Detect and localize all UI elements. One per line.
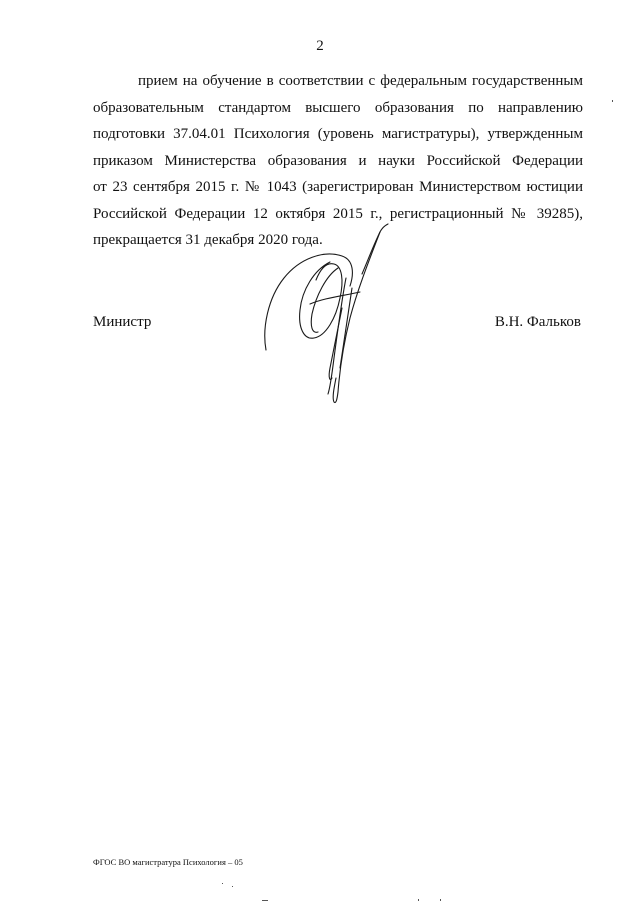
body-line: от 23 сентября 2015 г. № 1043 (зарегистрирован Министерством юстиции <box>93 179 583 195</box>
scan-speck <box>440 899 441 901</box>
signatory-role: Министр <box>93 314 152 330</box>
body-line: Российской Федерации 12 октября 2015 г., регистрационный № 39285), <box>93 205 583 222</box>
handwritten-signature <box>250 218 400 410</box>
scan-speck <box>418 899 419 901</box>
signatory-name: В.Н. Фальков <box>494 314 581 330</box>
page-number: 2 <box>316 38 324 54</box>
scan-speck <box>232 886 233 887</box>
scan-speck <box>222 883 223 884</box>
scan-speck <box>612 100 613 102</box>
body-line: образовательным стандартом высшего образования по направлению <box>93 99 583 116</box>
scan-speck <box>262 900 268 901</box>
body-line: приказом Министерства образования и науки Российской Федерации <box>93 152 583 169</box>
body-line: прием на обучение в соответствии с федеральным государственным <box>138 73 583 89</box>
document-footer: ФГОС ВО магистратура Психология – 05 <box>93 857 243 867</box>
body-line: подготовки 37.04.01 Психология (уровень магистратуры), утвержденным <box>93 126 583 142</box>
body-line: прекращается 31 декабря 2020 года. <box>93 232 323 248</box>
